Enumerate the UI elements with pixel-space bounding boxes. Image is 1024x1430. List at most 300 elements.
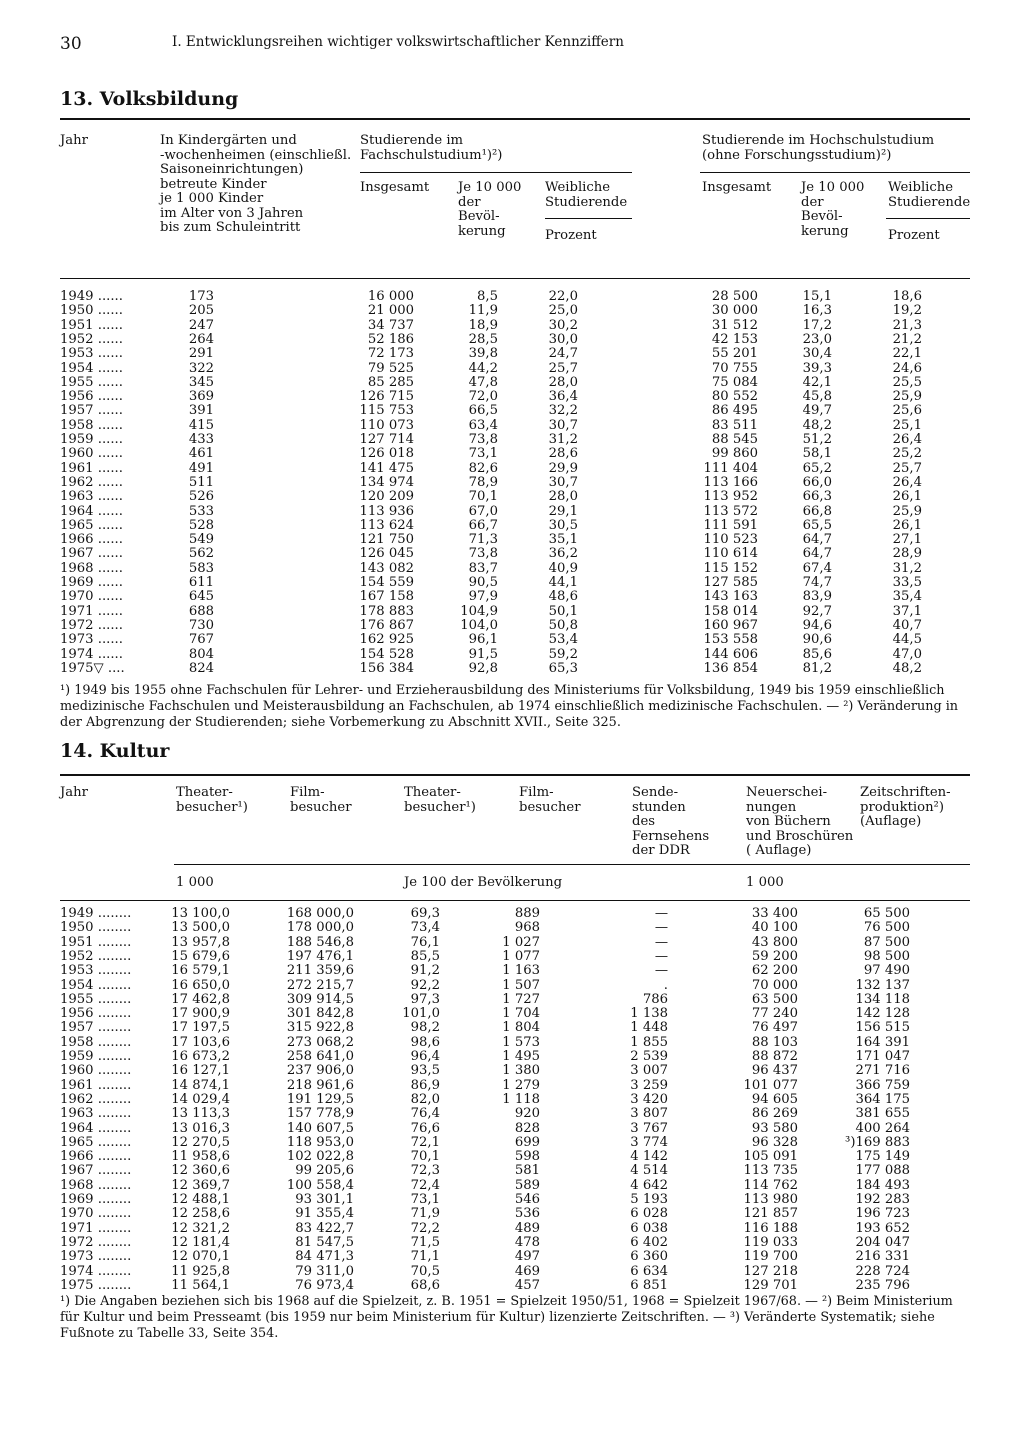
row-cell: 3 807 [630,1106,668,1122]
row-cell: 478 [514,1234,540,1250]
row-cell: . [663,977,668,993]
row-cell: ³)169 883 [845,1134,910,1150]
row-cell: 87 500 [863,934,910,950]
row-cell: 786 [642,991,668,1007]
row-cell: 469 [514,1263,540,1279]
row-cell: 114 762 [743,1177,798,1193]
table-row [60,533,970,547]
row-cell: 104,0 [460,617,498,633]
col-header-kinder: In Kindergärten und -wochenheimen (einschließl. Saisoneinrichtungen) betreute Kinder je 1 000 Kinder im Alter von 3 Jahren bis zum Schuleintritt [160,133,352,235]
row-cell: 99 860 [711,446,758,462]
row-year: 1971 ........ [60,1220,132,1236]
row-cell: 26,1 [892,489,922,505]
row-cell: 13 100,0 [171,906,230,921]
row-cell: 44,2 [468,360,498,376]
row-cell: 99 205,6 [295,1163,354,1179]
row-year: 1951 ........ [60,934,132,950]
row-cell: 167 158 [359,589,414,605]
row-cell: 1 163 [502,963,540,979]
row-cell: 562 [188,546,214,562]
row-cell: 30 000 [711,303,758,319]
row-cell: 3 774 [630,1134,668,1150]
row-cell: 144 606 [703,646,758,662]
row-cell: 1 448 [630,1020,668,1036]
row-cell: 49,7 [802,403,832,419]
row-cell: 19,2 [892,303,922,319]
row-year: 1960 ...... [60,446,123,462]
row-cell: 511 [188,474,214,490]
table-row [60,1007,970,1021]
row-cell: — [654,920,668,936]
row-cell: 51,2 [802,432,832,447]
row-cell: 113 624 [359,517,414,533]
row-cell: 1 507 [502,977,540,993]
row-cell: 79 311,0 [295,1263,354,1279]
row-cell: 121 750 [359,532,414,548]
row-cell: 29,1 [548,503,578,519]
row-cell: 59 200 [751,948,798,964]
row-cell: 94,6 [802,617,832,633]
row-cell: 160 967 [703,617,758,633]
row-cell: 461 [188,446,214,462]
row-cell: 48,2 [892,660,922,676]
table-row [60,505,970,519]
row-cell: 26,1 [892,517,922,533]
col-header-kultur-jahr: Jahr [60,785,88,800]
row-cell: 110 073 [359,417,414,433]
row-cell: — [654,934,668,950]
row-year: 1950 ........ [60,920,132,936]
row-cell: 176 867 [359,617,414,633]
row-cell: 433 [188,432,214,447]
row-year: 1965 ........ [60,1134,132,1150]
table-row [60,290,970,304]
row-cell: 65 500 [863,906,910,921]
row-cell: 65,5 [802,517,832,533]
row-year: 1967 ........ [60,1163,132,1179]
row-cell: 126 045 [359,546,414,562]
row-cell: 76 500 [863,920,910,936]
row-cell: 17,2 [802,317,832,333]
row-cell: 17 900,9 [171,1006,230,1022]
row-cell: 546 [514,1192,540,1207]
row-cell: 272 215,7 [286,977,354,993]
row-cell: 12 360,6 [171,1163,230,1179]
row-cell: 1 118 [502,1091,540,1107]
row-cell: 17 103,6 [171,1034,230,1050]
row-year: 1972 ...... [60,617,123,633]
unit-top-rule [174,864,970,865]
row-cell: 767 [188,632,214,648]
row-cell: 6 360 [630,1249,668,1265]
row-cell: 216 331 [855,1249,910,1265]
row-cell: 688 [188,603,214,619]
row-cell: 78,9 [468,474,498,490]
row-cell: 400 264 [855,1120,910,1136]
row-year: 1971 ...... [60,603,123,619]
table-top-rule [60,118,970,120]
prozent-rule-fach [545,218,632,219]
row-cell: 13 500,0 [171,920,230,936]
row-cell: 920 [514,1106,540,1122]
table-row [60,950,970,964]
section-title-volksbildung: 13. Volksbildung [60,88,239,110]
row-cell: 415 [188,417,214,433]
row-year: 1968 ........ [60,1177,132,1193]
row-cell: 83,9 [802,589,832,605]
row-cell: 59,2 [548,646,578,662]
row-cell: 14 874,1 [171,1077,230,1093]
row-cell: 141 475 [359,460,414,476]
row-cell: 11,9 [468,303,498,319]
row-cell: 85,6 [802,646,832,662]
row-cell: 18,6 [892,289,922,304]
row-cell: 291 [188,346,214,362]
row-cell: 66,0 [802,474,832,490]
col-header-fach-weibliche: Weibliche Studierende [545,180,628,210]
row-cell: 35,1 [548,532,578,548]
row-cell: 113 735 [743,1163,798,1179]
row-cell: 157 778,9 [286,1106,354,1122]
row-cell: 589 [514,1177,540,1193]
row-cell: 31,2 [548,432,578,447]
row-year: 1964 ...... [60,503,123,519]
row-year: 1959 ........ [60,1049,132,1064]
row-cell: 119 700 [743,1249,798,1265]
table-row [60,1179,970,1193]
row-cell: 1 855 [630,1034,668,1050]
col-header-sendestunden: Sende- stunden des Fernsehens der DDR [632,785,710,858]
row-cell: 15,1 [802,289,832,304]
row-cell: 28,0 [548,374,578,390]
row-cell: 65,2 [802,460,832,476]
row-cell: 39,8 [468,346,498,362]
row-cell: 44,5 [892,632,922,648]
col-header-fachschul-group: Studierende im Fachschulstudium¹)²) [360,133,503,163]
row-cell: 16,3 [802,303,832,319]
row-cell: 301 842,8 [286,1006,354,1022]
row-cell: 158 014 [703,603,758,619]
row-cell: 30,4 [802,346,832,362]
row-cell: 16 127,1 [171,1063,230,1079]
row-cell: 94 605 [751,1091,798,1107]
row-cell: 228 724 [855,1263,910,1279]
row-cell: 1 704 [502,1006,540,1022]
row-cell: 72 173 [367,346,414,362]
row-cell: 132 137 [855,977,910,993]
row-cell: 81 547,5 [295,1234,354,1250]
row-cell: 76,6 [410,1120,440,1136]
row-cell: 3 259 [630,1077,668,1093]
row-cell: 4 642 [630,1177,668,1193]
row-cell: 127 714 [359,432,414,447]
row-cell: 536 [514,1206,540,1222]
table-row [60,333,970,347]
row-cell: 35,4 [892,589,922,605]
row-cell: 391 [188,403,214,419]
row-cell: 24,6 [892,360,922,376]
row-cell: 76,4 [410,1106,440,1122]
row-cell: 113 166 [703,474,758,490]
table-row [60,648,970,662]
row-cell: 25,1 [892,417,922,433]
col-header-jahr: Jahr [60,133,88,148]
row-cell: 28,0 [548,489,578,505]
row-cell: 85 285 [367,374,414,390]
row-cell: 1 804 [502,1020,540,1036]
row-cell: 143 082 [359,560,414,576]
row-year: 1969 ...... [60,575,123,590]
table-row [60,1136,970,1150]
row-cell: 16 650,0 [171,977,230,993]
table-row [60,979,970,993]
row-cell: 23,0 [802,331,832,347]
row-cell: 82,0 [410,1091,440,1107]
row-cell: 48,2 [802,417,832,433]
row-cell: 127 218 [743,1263,798,1279]
row-cell: 70,5 [410,1263,440,1279]
row-cell: 64,7 [802,532,832,548]
row-cell: 76 973,4 [295,1277,354,1293]
prozent-rule-hoch [886,218,970,219]
row-cell: 142 128 [855,1006,910,1022]
col-header-fach-je10000: Je 10 000 der Bevöl- kerung [458,180,522,239]
section-title-kultur: 14. Kultur [60,740,170,762]
row-cell: 113 952 [703,489,758,505]
row-cell: 32,2 [548,403,578,419]
row-cell: 364 175 [855,1091,910,1107]
group-rule-hoch [700,172,970,173]
row-cell: 178 000,0 [286,920,354,936]
row-cell: 4 514 [630,1163,668,1179]
row-cell: 92,7 [802,603,832,619]
row-cell: 204 047 [855,1234,910,1250]
row-cell: 70,1 [468,489,498,505]
row-year: 1955 ...... [60,374,123,390]
row-cell: 90,5 [468,575,498,590]
row-cell: 73,4 [410,920,440,936]
row-cell: 92,8 [468,660,498,676]
table-row [60,390,970,404]
row-cell: 40,9 [548,560,578,576]
row-cell: 191 129,5 [286,1091,354,1107]
row-cell: 113 572 [703,503,758,519]
row-cell: 110 614 [703,546,758,562]
row-cell: 81,2 [802,660,832,676]
row-cell: 12 488,1 [171,1192,230,1207]
table-row [60,1150,970,1164]
row-cell: 33,5 [892,575,922,590]
row-cell: 98,6 [410,1034,440,1050]
table-row [60,1122,970,1136]
table-row [60,419,970,433]
row-cell: 315 922,8 [286,1020,354,1036]
row-cell: 73,1 [468,446,498,462]
row-cell: 97,3 [410,991,440,1007]
row-cell: 115 753 [359,403,414,419]
row-cell: 48,6 [548,589,578,605]
row-cell: 12 181,4 [171,1234,230,1250]
row-cell: 3 767 [630,1120,668,1136]
row-cell: 6 028 [630,1206,668,1222]
table-row [60,605,970,619]
row-cell: 15 679,6 [171,948,230,964]
row-cell: 69,3 [410,906,440,921]
row-year: 1966 ........ [60,1149,132,1165]
row-cell: 162 925 [359,632,414,648]
row-year: 1958 ........ [60,1034,132,1050]
table-row [60,519,970,533]
row-cell: 84 471,3 [295,1249,354,1265]
header-bottom-rule-kultur [60,900,970,901]
row-year: 1957 ...... [60,403,123,419]
row-cell: 36,4 [548,389,578,405]
row-cell: 113 936 [359,503,414,519]
row-cell: 70,1 [410,1149,440,1165]
row-cell: 611 [188,575,214,590]
row-cell: 171 047 [855,1049,910,1064]
row-cell: 134 974 [359,474,414,490]
row-cell: 82,6 [468,460,498,476]
row-cell: 188 546,8 [286,934,354,950]
row-cell: 12 369,7 [171,1177,230,1193]
row-cell: 1 380 [502,1063,540,1079]
col-header-fach-prozent: Prozent [545,228,597,243]
row-cell: 1 027 [502,934,540,950]
row-year: 1964 ........ [60,1120,132,1136]
row-cell: 43 800 [751,934,798,950]
row-cell: 271 716 [855,1063,910,1079]
row-cell: 90,6 [802,632,832,648]
row-cell: 366 759 [855,1077,910,1093]
table-row [60,1164,970,1178]
row-year: 1963 ...... [60,489,123,505]
row-year: 1955 ........ [60,991,132,1007]
row-cell: 168 000,0 [286,906,354,921]
row-cell: 16 673,2 [171,1049,230,1064]
row-cell: 44,1 [548,575,578,590]
group-rule-fach [360,172,632,173]
row-cell: 47,8 [468,374,498,390]
table-row [60,476,970,490]
row-year: 1969 ........ [60,1192,132,1207]
row-cell: 8,5 [477,289,498,304]
row-cell: 25,7 [548,360,578,376]
row-cell: 18,9 [468,317,498,333]
row-cell: 211 359,6 [286,963,354,979]
row-cell: 72,2 [410,1220,440,1236]
row-cell: 83 422,7 [295,1220,354,1236]
row-cell: 134 118 [855,991,910,1007]
table-row [60,590,970,604]
row-cell: 1 138 [630,1006,668,1022]
row-year: 1967 ...... [60,546,123,562]
row-cell: 175 149 [855,1149,910,1165]
row-cell: 154 528 [359,646,414,662]
table-row [60,1093,970,1107]
row-cell: 237 906,0 [286,1063,354,1079]
row-cell: 30,7 [548,417,578,433]
row-cell: 16 579,1 [171,963,230,979]
row-cell: 33 400 [751,906,798,921]
row-year: 1949 ...... [60,289,123,304]
row-year: 1956 ...... [60,389,123,405]
table-row [60,347,970,361]
row-cell: 116 188 [743,1220,798,1236]
row-cell: 91,2 [410,963,440,979]
table-row [60,562,970,576]
row-cell: 889 [514,906,540,921]
row-cell: 80 552 [711,389,758,405]
row-cell: 156 384 [359,660,414,676]
row-cell: 16 000 [367,289,414,304]
row-cell: 77 240 [751,1006,798,1022]
row-cell: 184 493 [855,1177,910,1193]
row-cell: 17 462,8 [171,991,230,1007]
row-year: 1975 ........ [60,1277,132,1293]
row-cell: 113 980 [743,1192,798,1207]
row-cell: 1 495 [502,1049,540,1064]
row-cell: 699 [514,1134,540,1150]
row-cell: 140 607,5 [286,1120,354,1136]
table-row [60,362,970,376]
row-cell: 39,3 [802,360,832,376]
row-cell: 598 [514,1149,540,1165]
col-header-hoch-weibliche: Weibliche Studierende [888,180,971,210]
row-year: 1970 ...... [60,589,123,605]
row-cell: 164 391 [855,1034,910,1050]
row-cell: 1 077 [502,948,540,964]
row-cell: 21,3 [892,317,922,333]
row-cell: 96 328 [751,1134,798,1150]
row-cell: 86 269 [751,1106,798,1122]
table-row [60,921,970,935]
row-cell: 345 [188,374,214,390]
row-cell: 73,8 [468,546,498,562]
row-year: 1952 ........ [60,948,132,964]
row-year: 1954 ...... [60,360,123,376]
row-cell: 6 038 [630,1220,668,1236]
row-cell: 40 100 [751,920,798,936]
row-cell: 26,4 [892,432,922,447]
row-cell: 322 [188,360,214,376]
table-row [60,907,970,921]
row-cell: 127 585 [703,575,758,590]
row-cell: 533 [188,503,214,519]
row-cell: 66,8 [802,503,832,519]
table-row [60,993,970,1007]
row-cell: 64,7 [802,546,832,562]
table-row [60,404,970,418]
row-cell: 645 [188,589,214,605]
footnote-kultur: ¹) Die Angaben beziehen sich bis 1968 auf die Spielzeit, z. B. 1951 = Spielzeit 1950/51, 1968 = Spielzeit 1967/68. — ²) Beim Ministerium für Kultur und beim Presseamt (bis 1959 nur beim Ministerium für Kultur) lizenzierte Zeitschriften. — ³) Veränderte Systematik; siehe Fußnote zu Tabelle 33, Seite 354. [60,1294,953,1341]
row-cell: 71,1 [410,1249,440,1265]
row-cell: 13 957,8 [171,934,230,950]
col-header-zeitschriften: Zeitschriften- produktion²) (Auflage) [860,785,951,829]
table-row [60,1250,970,1264]
row-cell: 21,2 [892,331,922,347]
row-year: 1963 ........ [60,1106,132,1122]
row-cell: 104,9 [460,603,498,619]
row-cell: 28,9 [892,546,922,562]
row-cell: 29,9 [548,460,578,476]
row-cell: 28,6 [548,446,578,462]
row-cell: 100 558,4 [286,1177,354,1193]
table-row [60,1064,970,1078]
row-cell: 12 270,5 [171,1134,230,1150]
row-cell: 83 511 [711,417,758,433]
table-row [60,319,970,333]
